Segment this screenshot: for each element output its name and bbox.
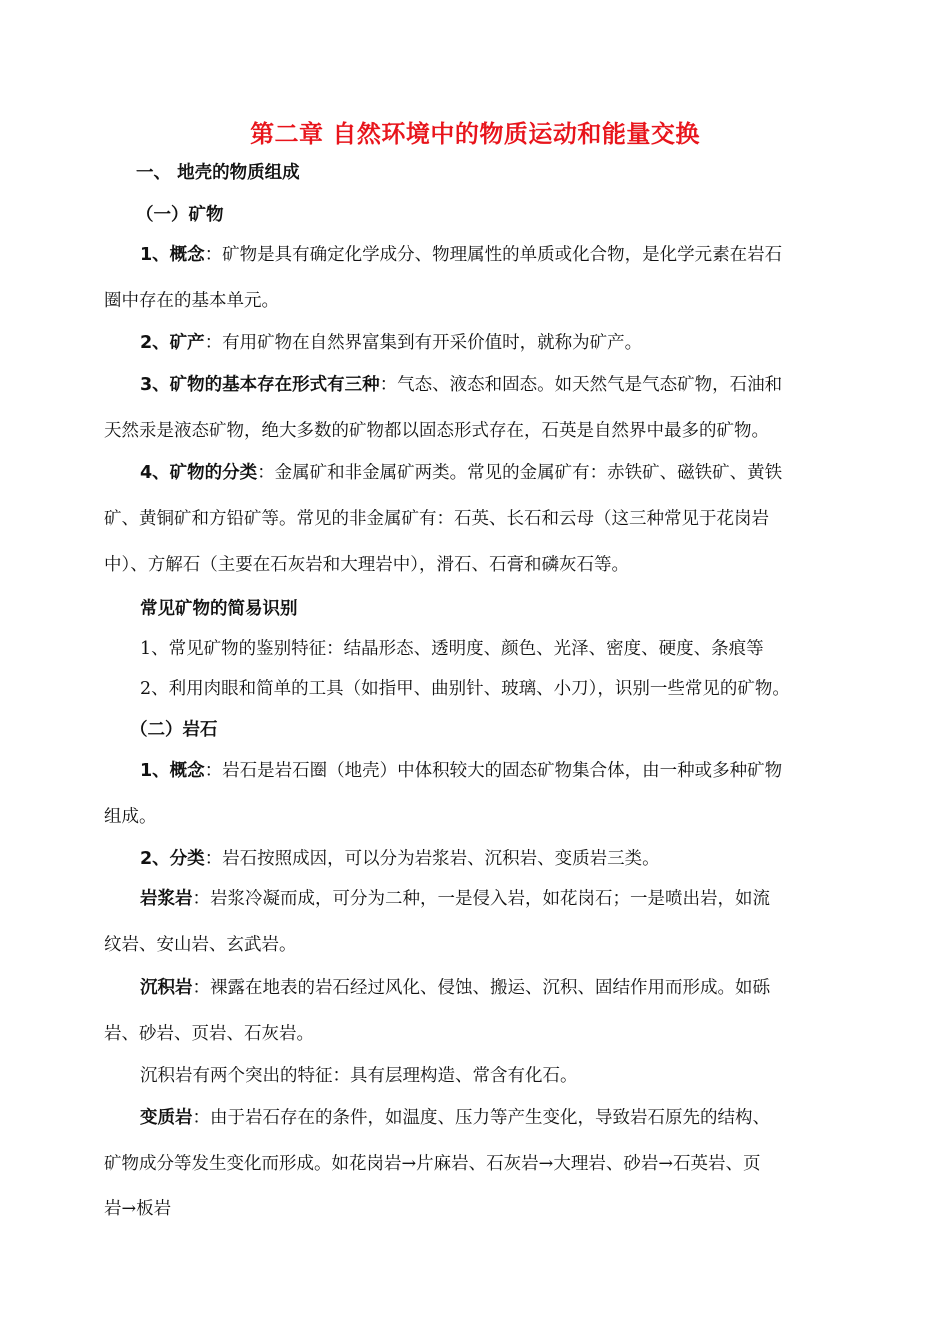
term-label: 沉积岩	[140, 978, 193, 998]
paragraph-text: ：气态、液态和固态。如天然气是气态矿物，石油和	[379, 375, 783, 395]
subsection-heading-minerals: （一）矿物	[136, 205, 224, 225]
term-label: 1、概念	[140, 245, 205, 265]
paragraph-sedimentary-note: 沉积岩有两个突出的特征：具有层理构造、常含有化石。	[140, 1066, 578, 1086]
paragraph-text: ：有用矿物在自然界富集到有开采价值时，就称为矿产。	[204, 333, 643, 353]
identification-heading: 常见矿物的简易识别	[140, 599, 298, 619]
term-label: 2、分类	[140, 849, 205, 869]
term-label: 2、矿产	[140, 333, 205, 353]
paragraph-line: 纹岩、安山岩、玄武岩。	[104, 935, 297, 955]
paragraph-rock-classification	[140, 847, 660, 871]
paragraph-sedimentary	[140, 976, 770, 1000]
paragraph-text: ：岩石是岩石圈（地壳）中体积较大的固态矿物集合体，由一种或多种矿物	[204, 761, 783, 781]
term-label: 变质岩	[140, 1108, 193, 1128]
paragraph-mineral-concept	[140, 243, 782, 267]
identification-item-1: 1、常见矿物的鉴别特征：结晶形态、透明度、颜色、光泽、密度、硬度、条痕等	[140, 639, 764, 659]
term-label: 3、矿物的基本存在形式有三种	[140, 375, 380, 395]
paragraph-mineral-deposit	[140, 331, 642, 355]
section-heading-crust: 一、 地壳的物质组成	[136, 163, 300, 183]
paragraph-line: 中）、方解石（主要在石灰岩和大理岩中），滑石、石膏和磷灰石等。	[104, 555, 629, 575]
subsection-heading-rocks: （二）岩石	[130, 720, 218, 740]
paragraph-line: 组成。	[104, 807, 157, 827]
paragraph-text: ：由于岩石存在的条件，如温度、压力等产生变化，导致岩石原先的结构、	[192, 1108, 770, 1128]
term-label: 1、概念	[140, 761, 205, 781]
page-title: 第二章 自然环境中的物质运动和能量交换	[250, 120, 700, 148]
paragraph-mineral-forms	[140, 373, 782, 397]
paragraph-line: 天然汞是液态矿物，绝大多数的矿物都以固态形式存在，石英是自然界中最多的矿物。	[104, 421, 769, 441]
paragraph-mineral-classification	[140, 461, 782, 485]
paragraph-text: ：金属矿和非金属矿两类。常见的金属矿有：赤铁矿、磁铁矿、黄铁	[257, 463, 783, 483]
paragraph-line: 矿、黄铜矿和方铅矿等。常见的非金属矿有：石英、长石和云母（这三种常见于花岗岩	[104, 509, 769, 529]
paragraph-text: ：裸露在地表的岩石经过风化、侵蚀、搬运、沉积、固结作用而形成。如砾	[192, 978, 770, 998]
paragraph-line: 矿物成分等发生变化而形成。如花岗岩→片麻岩、石灰岩→大理岩、砂岩→石英岩、页	[104, 1154, 761, 1174]
paragraph-text: ：岩石按照成因，可以分为岩浆岩、沉积岩、变质岩三类。	[204, 849, 660, 869]
paragraph-text: ：矿物是具有确定化学成分、物理属性的单质或化合物，是化学元素在岩石	[204, 245, 783, 265]
paragraph-line: 圈中存在的基本单元。	[104, 291, 279, 311]
paragraph-line: 岩、砂岩、页岩、石灰岩。	[104, 1024, 314, 1044]
term-label: 4、矿物的分类	[140, 463, 258, 483]
paragraph-metamorphic	[140, 1106, 770, 1130]
identification-item-2: 2、利用肉眼和简单的工具（如指甲、曲别针、玻璃、小刀），识别一些常见的矿物。	[140, 679, 790, 699]
paragraph-text: ：岩浆冷凝而成，可分为二种，一是侵入岩，如花岗石；一是喷出岩，如流	[192, 889, 770, 909]
paragraph-rock-concept	[140, 759, 782, 783]
paragraph-line: 岩→板岩	[104, 1199, 172, 1219]
term-label: 岩浆岩	[140, 889, 193, 909]
paragraph-igneous	[140, 887, 770, 911]
